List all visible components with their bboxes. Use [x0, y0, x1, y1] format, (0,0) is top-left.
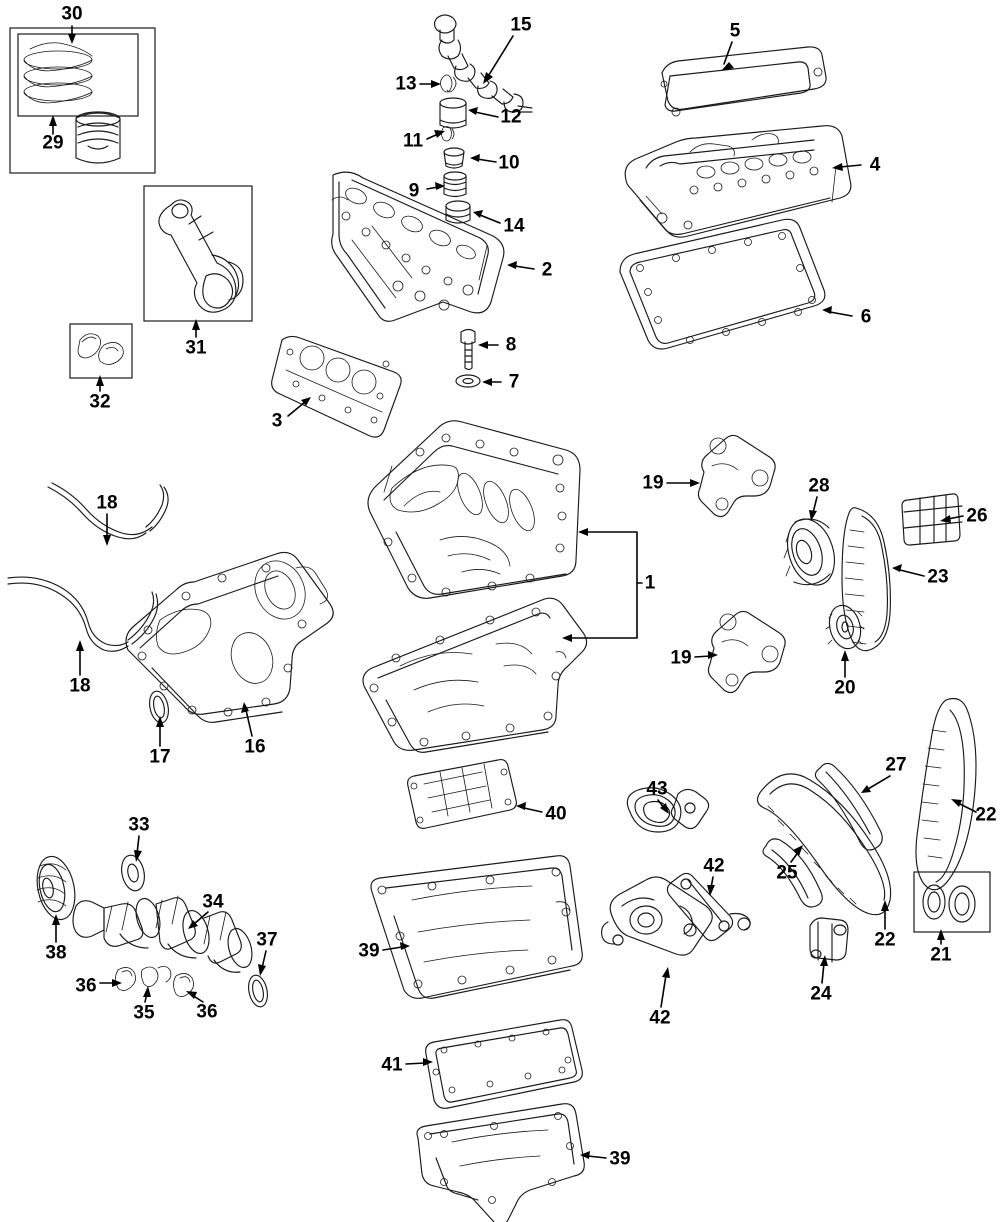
oil-tube-parts	[8, 483, 168, 651]
piston-ring-group	[10, 28, 155, 173]
callout-23[interactable]: 23	[927, 566, 949, 588]
valve-spring-retainer-part	[444, 148, 464, 168]
callout-40[interactable]: 40	[545, 803, 567, 825]
callout-16[interactable]: 16	[244, 736, 266, 758]
callout-43[interactable]: 43	[646, 778, 668, 800]
callout-27[interactable]: 27	[885, 754, 907, 776]
callout-38[interactable]: 38	[45, 942, 67, 964]
callout-28[interactable]: 28	[808, 475, 830, 497]
chain-tensioner-plug-group	[914, 872, 990, 932]
callout-19-upper[interactable]: 19	[642, 472, 664, 494]
oil-pan-gasket-part	[426, 1020, 583, 1109]
callout-39-lower[interactable]: 39	[609, 1148, 631, 1170]
callout-36-right[interactable]: 36	[196, 1001, 218, 1023]
callout-24[interactable]: 24	[810, 983, 832, 1005]
callout-8[interactable]: 8	[505, 334, 517, 356]
callout-4[interactable]: 4	[869, 154, 881, 176]
oil-pan-upper-part	[371, 856, 582, 999]
crankshaft-pulley-part	[32, 853, 81, 923]
callout-12[interactable]: 12	[500, 106, 522, 128]
callout-33[interactable]: 33	[128, 814, 150, 836]
callout-29[interactable]: 29	[42, 132, 64, 154]
oil-pump-part	[602, 873, 751, 955]
main-bearing-parts	[116, 966, 194, 996]
callout-32[interactable]: 32	[89, 391, 111, 413]
chain-guide-rail-part	[815, 763, 882, 850]
callout-31[interactable]: 31	[185, 337, 207, 359]
callout-2[interactable]: 2	[541, 259, 553, 281]
valve-lifter-part	[440, 98, 466, 128]
head-gasket-part	[272, 336, 401, 437]
chain-tensioner-body-part	[902, 494, 962, 545]
engine-mount-bracket-upper	[698, 435, 775, 516]
callout-18-upper[interactable]: 18	[96, 492, 118, 514]
timing-chain-right-part	[916, 699, 976, 890]
crankshaft-part	[73, 896, 256, 973]
callout-22-right[interactable]: 22	[975, 804, 997, 826]
engine-mount-bracket-lower	[708, 611, 785, 692]
callout-26[interactable]: 26	[966, 505, 988, 527]
callout-7[interactable]: 7	[508, 371, 520, 393]
head-bolt-part	[461, 330, 475, 370]
timing-chain-secondary-part	[842, 508, 890, 651]
callout-3[interactable]: 3	[271, 410, 283, 432]
callout-9[interactable]: 9	[408, 180, 420, 202]
timing-cover-part	[126, 552, 333, 722]
callout-42-upper[interactable]: 42	[703, 855, 725, 877]
callout-1[interactable]: 1	[644, 572, 656, 594]
callout-34[interactable]: 34	[202, 891, 224, 913]
oil-pump-chain-part	[627, 788, 708, 832]
callout-11[interactable]: 11	[402, 130, 424, 152]
callout-30[interactable]: 30	[61, 3, 83, 25]
callout-36-left[interactable]: 36	[75, 975, 97, 997]
camshaft-bearing-part	[441, 75, 457, 92]
callout-15[interactable]: 15	[510, 14, 532, 36]
callout-21[interactable]: 21	[930, 944, 952, 966]
washer-part	[456, 375, 480, 387]
callout-6[interactable]: 6	[860, 306, 872, 328]
timing-chain-left-part	[757, 774, 890, 915]
callout-42-lower[interactable]: 42	[649, 1007, 671, 1029]
crankshaft-gear-part	[118, 853, 147, 893]
valve-seal-part	[446, 201, 470, 223]
rod-bearing-group	[70, 324, 132, 378]
callout-22-left[interactable]: 22	[874, 929, 896, 951]
callout-13[interactable]: 13	[395, 73, 417, 95]
engine-block-upper-part	[368, 421, 580, 598]
valve-cover-gasket-part	[620, 219, 825, 349]
valve-cover-trim-part	[661, 47, 826, 116]
callout-14[interactable]: 14	[503, 215, 525, 237]
valve-spring-seat-part	[444, 172, 466, 197]
callout-5[interactable]: 5	[729, 20, 741, 42]
oil-pan-lower-part	[417, 1104, 584, 1222]
engine-block-lower-part	[363, 598, 587, 752]
oil-baffle-part	[408, 760, 517, 829]
callout-10[interactable]: 10	[498, 152, 520, 174]
rear-main-seal-part	[246, 973, 270, 1008]
callout-37[interactable]: 37	[256, 929, 278, 951]
callout-17[interactable]: 17	[149, 746, 171, 768]
callout-20[interactable]: 20	[834, 677, 856, 699]
callout-18-lower[interactable]: 18	[69, 675, 91, 697]
valve-keeper-part	[442, 127, 455, 142]
callout-41[interactable]: 41	[381, 1054, 403, 1076]
callout-19-lower[interactable]: 19	[670, 647, 692, 669]
chain-tensioner-part	[810, 918, 848, 962]
camshaft-phaser-part	[780, 513, 843, 591]
callout-39-upper[interactable]: 39	[358, 940, 380, 962]
connecting-rod-group	[144, 186, 252, 321]
callout-25[interactable]: 25	[776, 862, 798, 884]
callout-35[interactable]: 35	[133, 1002, 155, 1024]
valve-cover-part	[625, 126, 851, 237]
